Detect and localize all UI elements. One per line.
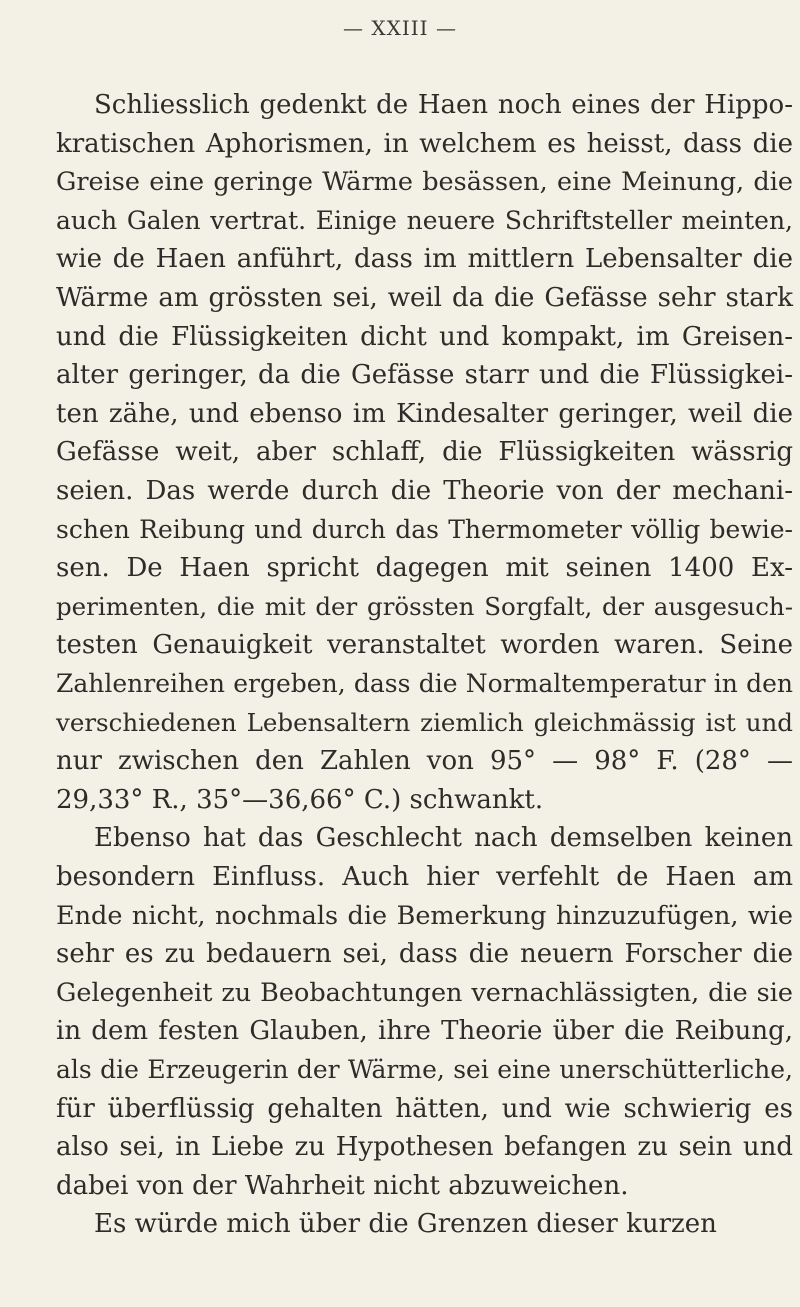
text-line: besondern Einfluss. Auch hier verfehlt de Haen am: [56, 862, 793, 892]
text-line: auch Galen vertrat. Einige neuere Schriftsteller meinten,: [56, 206, 793, 235]
text-line: Ende nicht, nochmals die Bemerkung hinzuzufügen, wie: [56, 901, 793, 931]
text-line: ten zähe, und ebenso im Kindesalter geringer, weil die: [56, 399, 793, 429]
text-line: seien. Das werde durch die Theorie von der mechani-: [56, 476, 793, 506]
text-line: Gelegenheit zu Beobachtungen vernachlässigten, die sie: [56, 978, 793, 1008]
text-line: Greise eine geringe Wärme besässen, eine Meinung, die: [56, 167, 793, 197]
text-line: verschiedenen Lebensaltern ziemlich gleichmässig ist und: [56, 708, 793, 737]
text-line: sen. De Haen spricht dagegen mit seinen 1400 Ex-: [56, 553, 793, 583]
text-line: für überflüssig gehalten hätten, und wie schwierig es: [56, 1094, 793, 1124]
page-number-header: — XXIII —: [343, 16, 457, 40]
text-line: kratischen Aphorismen, in welchem es heisst, dass die: [56, 129, 793, 159]
text-line: Es würde mich über die Grenzen dieser kurzen: [94, 1209, 717, 1239]
text-line: und die Flüssigkeiten dicht und kompakt, im Greisen-: [56, 322, 793, 352]
text-line: wie de Haen anführt, dass im mittlern Lebensalter die: [56, 244, 793, 274]
text-line: sehr es zu bedauern sei, dass die neuern Forscher die: [56, 939, 793, 969]
text-line: Schliesslich gedenkt de Haen noch eines der Hippo-: [94, 90, 793, 120]
text-line: Ebenso hat das Geschlecht nach demselben keinen: [94, 823, 793, 853]
text-line: testen Genauigkeit veranstaltet worden waren. Seine: [56, 630, 793, 660]
text-line: Gefässe weit, aber schlaff, die Flüssigkeiten wässrig: [56, 437, 793, 467]
text-line: nur zwischen den Zahlen von 95° — 98° F. (28° —: [56, 746, 793, 776]
text-line: Wärme am grössten sei, weil da die Gefässe sehr stark: [56, 283, 793, 313]
text-line: als die Erzeugerin der Wärme, sei eine unerschütterliche,: [56, 1055, 793, 1084]
text-line: alter geringer, da die Gefässe starr und die Flüssigkei-: [56, 360, 793, 390]
text-line: in dem festen Glauben, ihre Theorie über die Reibung,: [56, 1016, 793, 1046]
text-line: also sei, in Liebe zu Hypothesen befangen zu sein und: [56, 1132, 793, 1162]
text-line: dabei von der Wahrheit nicht abzuweichen.: [56, 1171, 629, 1201]
text-line: 29,33° R., 35°—36,66° C.) schwankt.: [56, 785, 544, 815]
text-line: perimenten, die mit der grössten Sorgfalt, der ausgesuch-: [56, 592, 793, 621]
text-line: Zahlenreihen ergeben, dass die Normaltemperatur in den: [56, 669, 793, 698]
text-line: schen Reibung und durch das Thermometer völlig bewie-: [56, 515, 793, 544]
